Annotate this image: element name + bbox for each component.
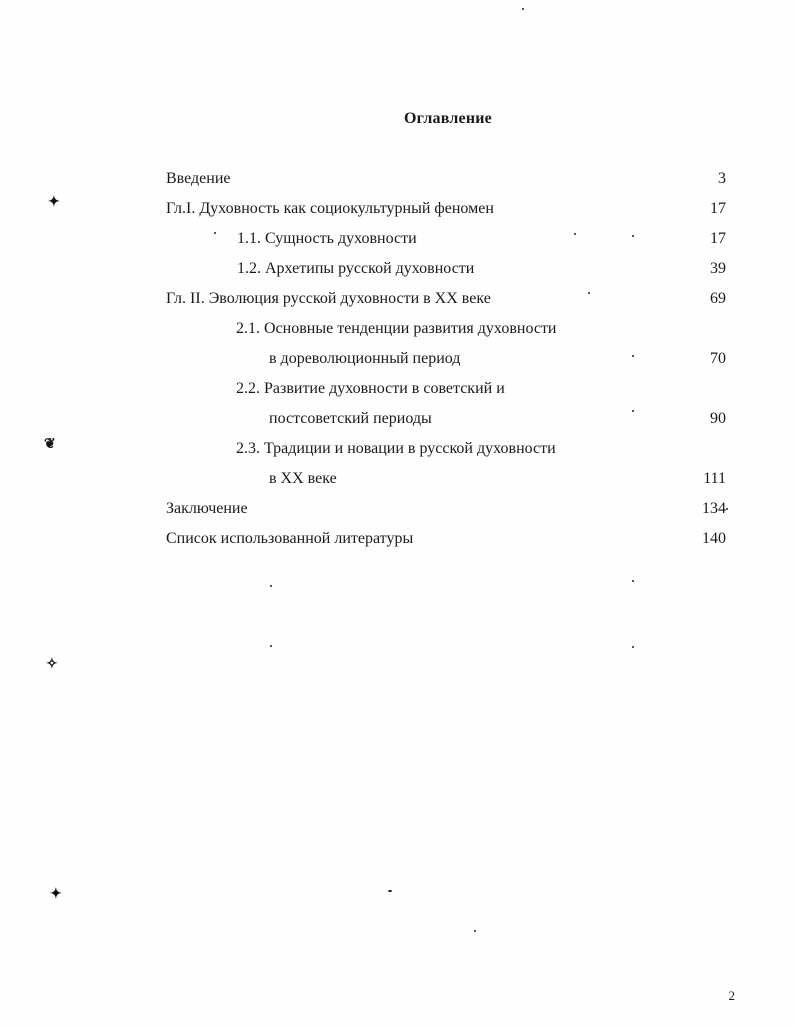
toc-entry-section-2-1-cont (166, 348, 726, 378)
toc-entry-conclusion (166, 498, 726, 528)
scan-speck (588, 292, 590, 294)
toc-entry-page: 111 (703, 470, 726, 487)
toc-entry-label: в дореволюционный период (269, 350, 461, 367)
scan-artifact-icon: ✧ (46, 657, 58, 672)
scan-speck (632, 235, 634, 237)
toc-entry-page: 17 (710, 230, 726, 247)
scan-artifact-icon: ✦ (48, 195, 60, 210)
toc-entry-page: 140 (702, 530, 726, 547)
toc-entry-page: 17 (710, 200, 726, 217)
toc-entry-introduction (166, 168, 726, 198)
toc-entry-chapter-2 (166, 288, 726, 318)
toc-entry-label: 1.1. Сущность духовности (237, 230, 417, 247)
toc-entry-section-2-2-cont (166, 408, 726, 438)
toc-entry-section-1-1 (166, 228, 726, 258)
toc-entry-section-1-2 (166, 258, 726, 288)
toc-entry-label: 2.3. Традиции и новации в русской духовности (236, 440, 556, 457)
scan-artifact-icon: ❦ (44, 437, 56, 452)
toc-entry-page: 90 (710, 410, 726, 427)
toc-entry-bibliography (166, 528, 726, 558)
scan-speck (632, 355, 634, 357)
scan-speck (726, 508, 728, 510)
toc-entry-page: 134 (702, 500, 726, 517)
page-title: Оглавление (404, 110, 492, 127)
toc-entry-label: постсоветский периоды (269, 410, 432, 427)
toc-entry-page: 69 (710, 290, 726, 307)
scan-speck (474, 930, 476, 932)
scan-speck (388, 890, 392, 892)
toc-entry-label: Гл. II. Эволюция русской духовности в XX веке (166, 290, 491, 307)
scan-speck (270, 585, 272, 587)
toc-entry-section-2-2 (166, 378, 726, 408)
scan-artifact-icon: ✦ (50, 887, 62, 902)
toc-entry-label: в XX веке (269, 470, 337, 487)
toc-entry-section-2-3-cont (166, 468, 726, 498)
toc-entry-label: 1.2. Архетипы русской духовности (237, 260, 475, 277)
toc-entry-page: 39 (710, 260, 726, 277)
toc-entry-section-2-3 (166, 438, 726, 468)
toc-entry-page: 3 (718, 170, 726, 187)
toc-entry-section-2-1 (166, 318, 726, 348)
toc-entry-label: 2.2. Развитие духовности в советский и (236, 380, 505, 397)
toc-entry-label: 2.1. Основные тенденции развития духовности (236, 320, 557, 337)
toc-entry-label: Список использованной литературы (166, 530, 414, 547)
scan-speck (632, 580, 634, 582)
scan-speck (632, 410, 634, 412)
toc-entry-label: Заключение (166, 500, 248, 517)
toc-entry-label: Введение (166, 170, 231, 187)
toc-entry-label: Гл.I. Духовность как социокультурный феномен (166, 200, 494, 217)
scan-speck (270, 645, 272, 647)
scan-speck (214, 232, 216, 234)
scan-speck (522, 8, 524, 10)
toc-entry-page: 70 (710, 350, 726, 367)
scan-speck (574, 233, 576, 235)
page-number: 2 (728, 988, 735, 1003)
scan-speck (632, 646, 634, 648)
toc-entry-chapter-1 (166, 198, 726, 228)
table-of-contents (166, 168, 726, 558)
